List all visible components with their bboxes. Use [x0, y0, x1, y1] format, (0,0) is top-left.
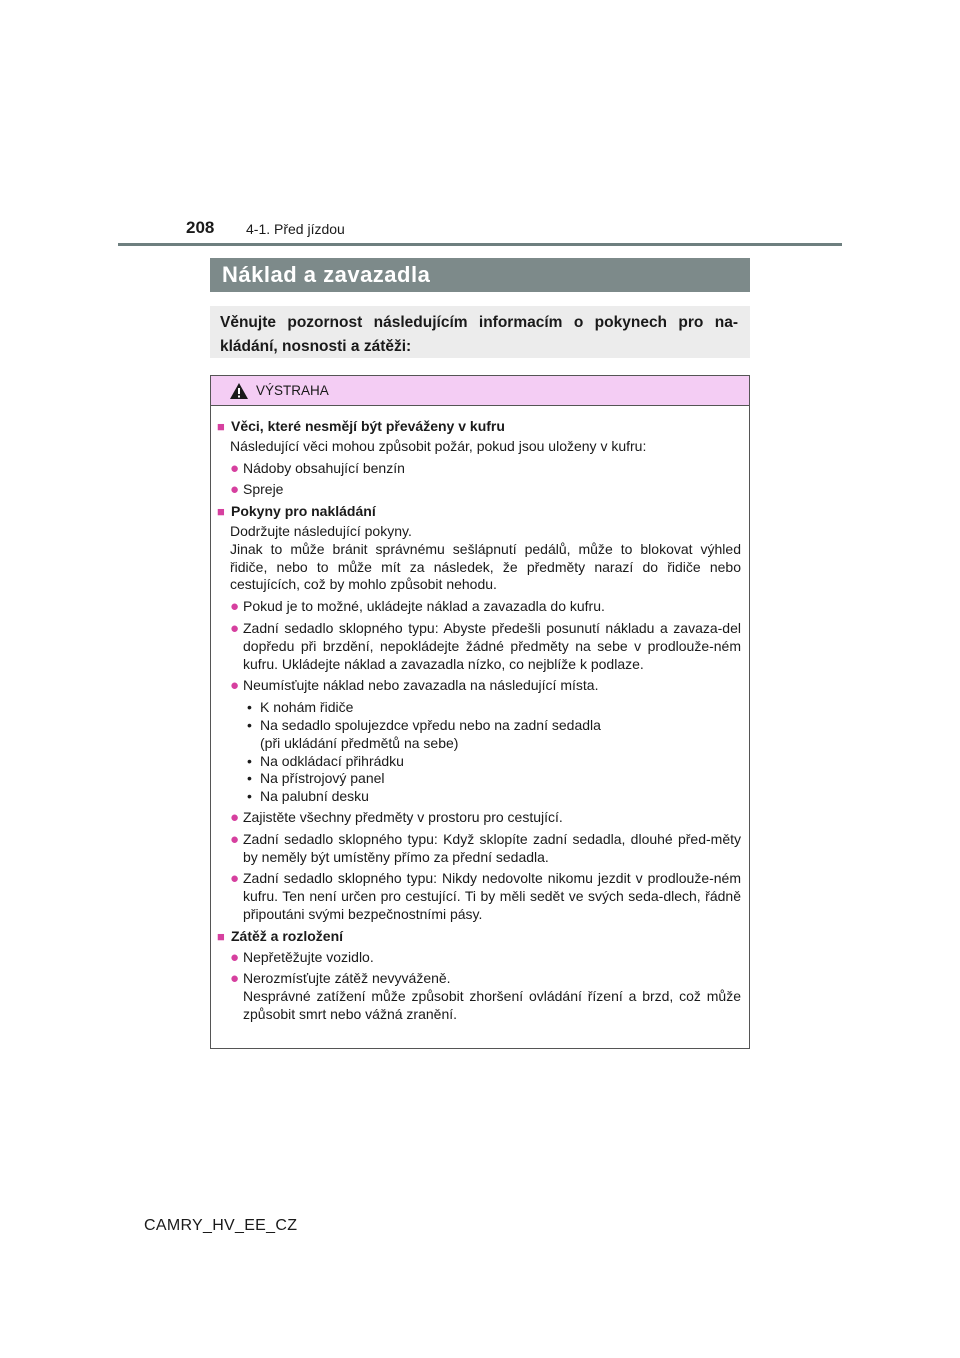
circle-bullet-icon: ●	[230, 970, 240, 988]
circle-bullet-icon: ●	[230, 481, 240, 499]
section-text: Jinak to může bránit správnému sešlápnutí pedálů, může to blokovat výhled řidiče, nebo to může mít za následek, že předměty narazí do řidiče nebo cestujících, což by mohlo způsobit nehodu.	[230, 540, 741, 593]
page-title: Náklad a zavazadla	[210, 258, 750, 292]
square-bullet-icon: ■	[217, 504, 225, 520]
list-item: ● Pokud je to možné, ukládejte náklad a zavazadla do kufru.	[230, 598, 605, 616]
header-rule	[118, 243, 842, 246]
warning-box	[210, 375, 750, 1049]
list-item: ● Zadní sedadlo sklopného typu: Abyste předešli posunutí nákladu a zavaza-del dopředu při brzdění, nepokládejte žádné předměty na sebe v prodlouže-ném kufru. Ukládejte náklad a zavazadla nízko, co nejblíže k podlaze.	[230, 619, 741, 672]
warning-header	[211, 376, 749, 406]
circle-bullet-icon: ●	[230, 459, 240, 477]
sub-list-item-continuation: (při ukládání předmětů na sebe)	[260, 734, 459, 751]
circle-bullet-icon: ●	[230, 598, 240, 616]
list-item: ● Zadní sedadlo sklopného typu: Když sklopíte zadní sedadla, dlouhé před-měty by neměly být umístěny přímo za přední sedadla.	[230, 830, 741, 865]
sub-list	[247, 699, 741, 806]
sub-list-item: • Na palubní desku	[247, 788, 369, 805]
list-item: ● Neumísťujte náklad nebo zavazadla na následující místa.	[230, 677, 599, 695]
page-number: 208	[186, 218, 215, 237]
warning-body	[211, 406, 749, 1024]
section-title: ■ Pokyny pro nakládání	[217, 503, 376, 520]
sub-list-item: • Na odkládací přihrádku	[247, 752, 404, 769]
square-bullet-icon: ■	[217, 419, 225, 434]
sub-list-item: • Na přístrojový panel	[247, 770, 385, 787]
circle-bullet-icon: ●	[230, 870, 240, 888]
sub-list-item: • K nohám řidiče	[247, 699, 354, 716]
list-item: ● Zajistěte všechny předměty v prostoru pro cestující.	[230, 808, 563, 826]
circle-bullet-icon: ●	[230, 808, 240, 826]
section-label: 4-1. Před jízdou	[246, 221, 345, 237]
sub-list-item: • Na sedadlo spolujezdce vpředu nebo na zadní sedadla	[247, 716, 601, 733]
circle-bullet-icon: ●	[230, 948, 240, 966]
warning-triangle-icon	[229, 382, 249, 400]
footer-code: CAMRY_HV_EE_CZ	[144, 1217, 298, 1234]
warning-label: VÝSTRAHA	[256, 383, 329, 398]
list-item: ● Nádoby obsahující benzín	[230, 459, 405, 477]
circle-bullet-icon: ●	[230, 830, 240, 848]
list-item: ● Spreje	[230, 481, 284, 499]
section-title: ■ Zátěž a rozložení	[217, 927, 344, 944]
list-item: ● Nerozmísťujte zátěž nevyváženě.	[230, 970, 451, 988]
section-text: Následující věci mohou způsobit požár, pokud jsou uloženy v kufru:	[230, 437, 647, 454]
square-bullet-icon: ■	[217, 928, 225, 944]
list-item: ● Zadní sedadlo sklopného typu: Nikdy nedovolte nikomu jezdit v prodlouže-ném kufru. Ten není určen pro cestující. Ti by měli sedět ve svých seda-dlech, řádně připoutáni svými bezpečnostními pásy.	[230, 870, 741, 922]
list-item: ● Nepřetěžujte vozidlo.	[230, 948, 374, 966]
section-title: ■ Věci, které nesmějí být převáženy v kufru	[217, 418, 505, 434]
intro-text: Věnujte pozornost následujícím informacím o pokynech pro na-kládání, nosnosti a zátěži:	[210, 306, 750, 358]
circle-bullet-icon: ●	[230, 677, 240, 695]
section-text: Nesprávné zatížení může způsobit zhoršení ovládání řízení a brzd, což může způsobit smrt nebo vážná zranění.	[243, 988, 741, 1022]
section-text: Dodržujte následující pokyny.	[230, 522, 412, 539]
circle-bullet-icon: ●	[230, 619, 240, 637]
